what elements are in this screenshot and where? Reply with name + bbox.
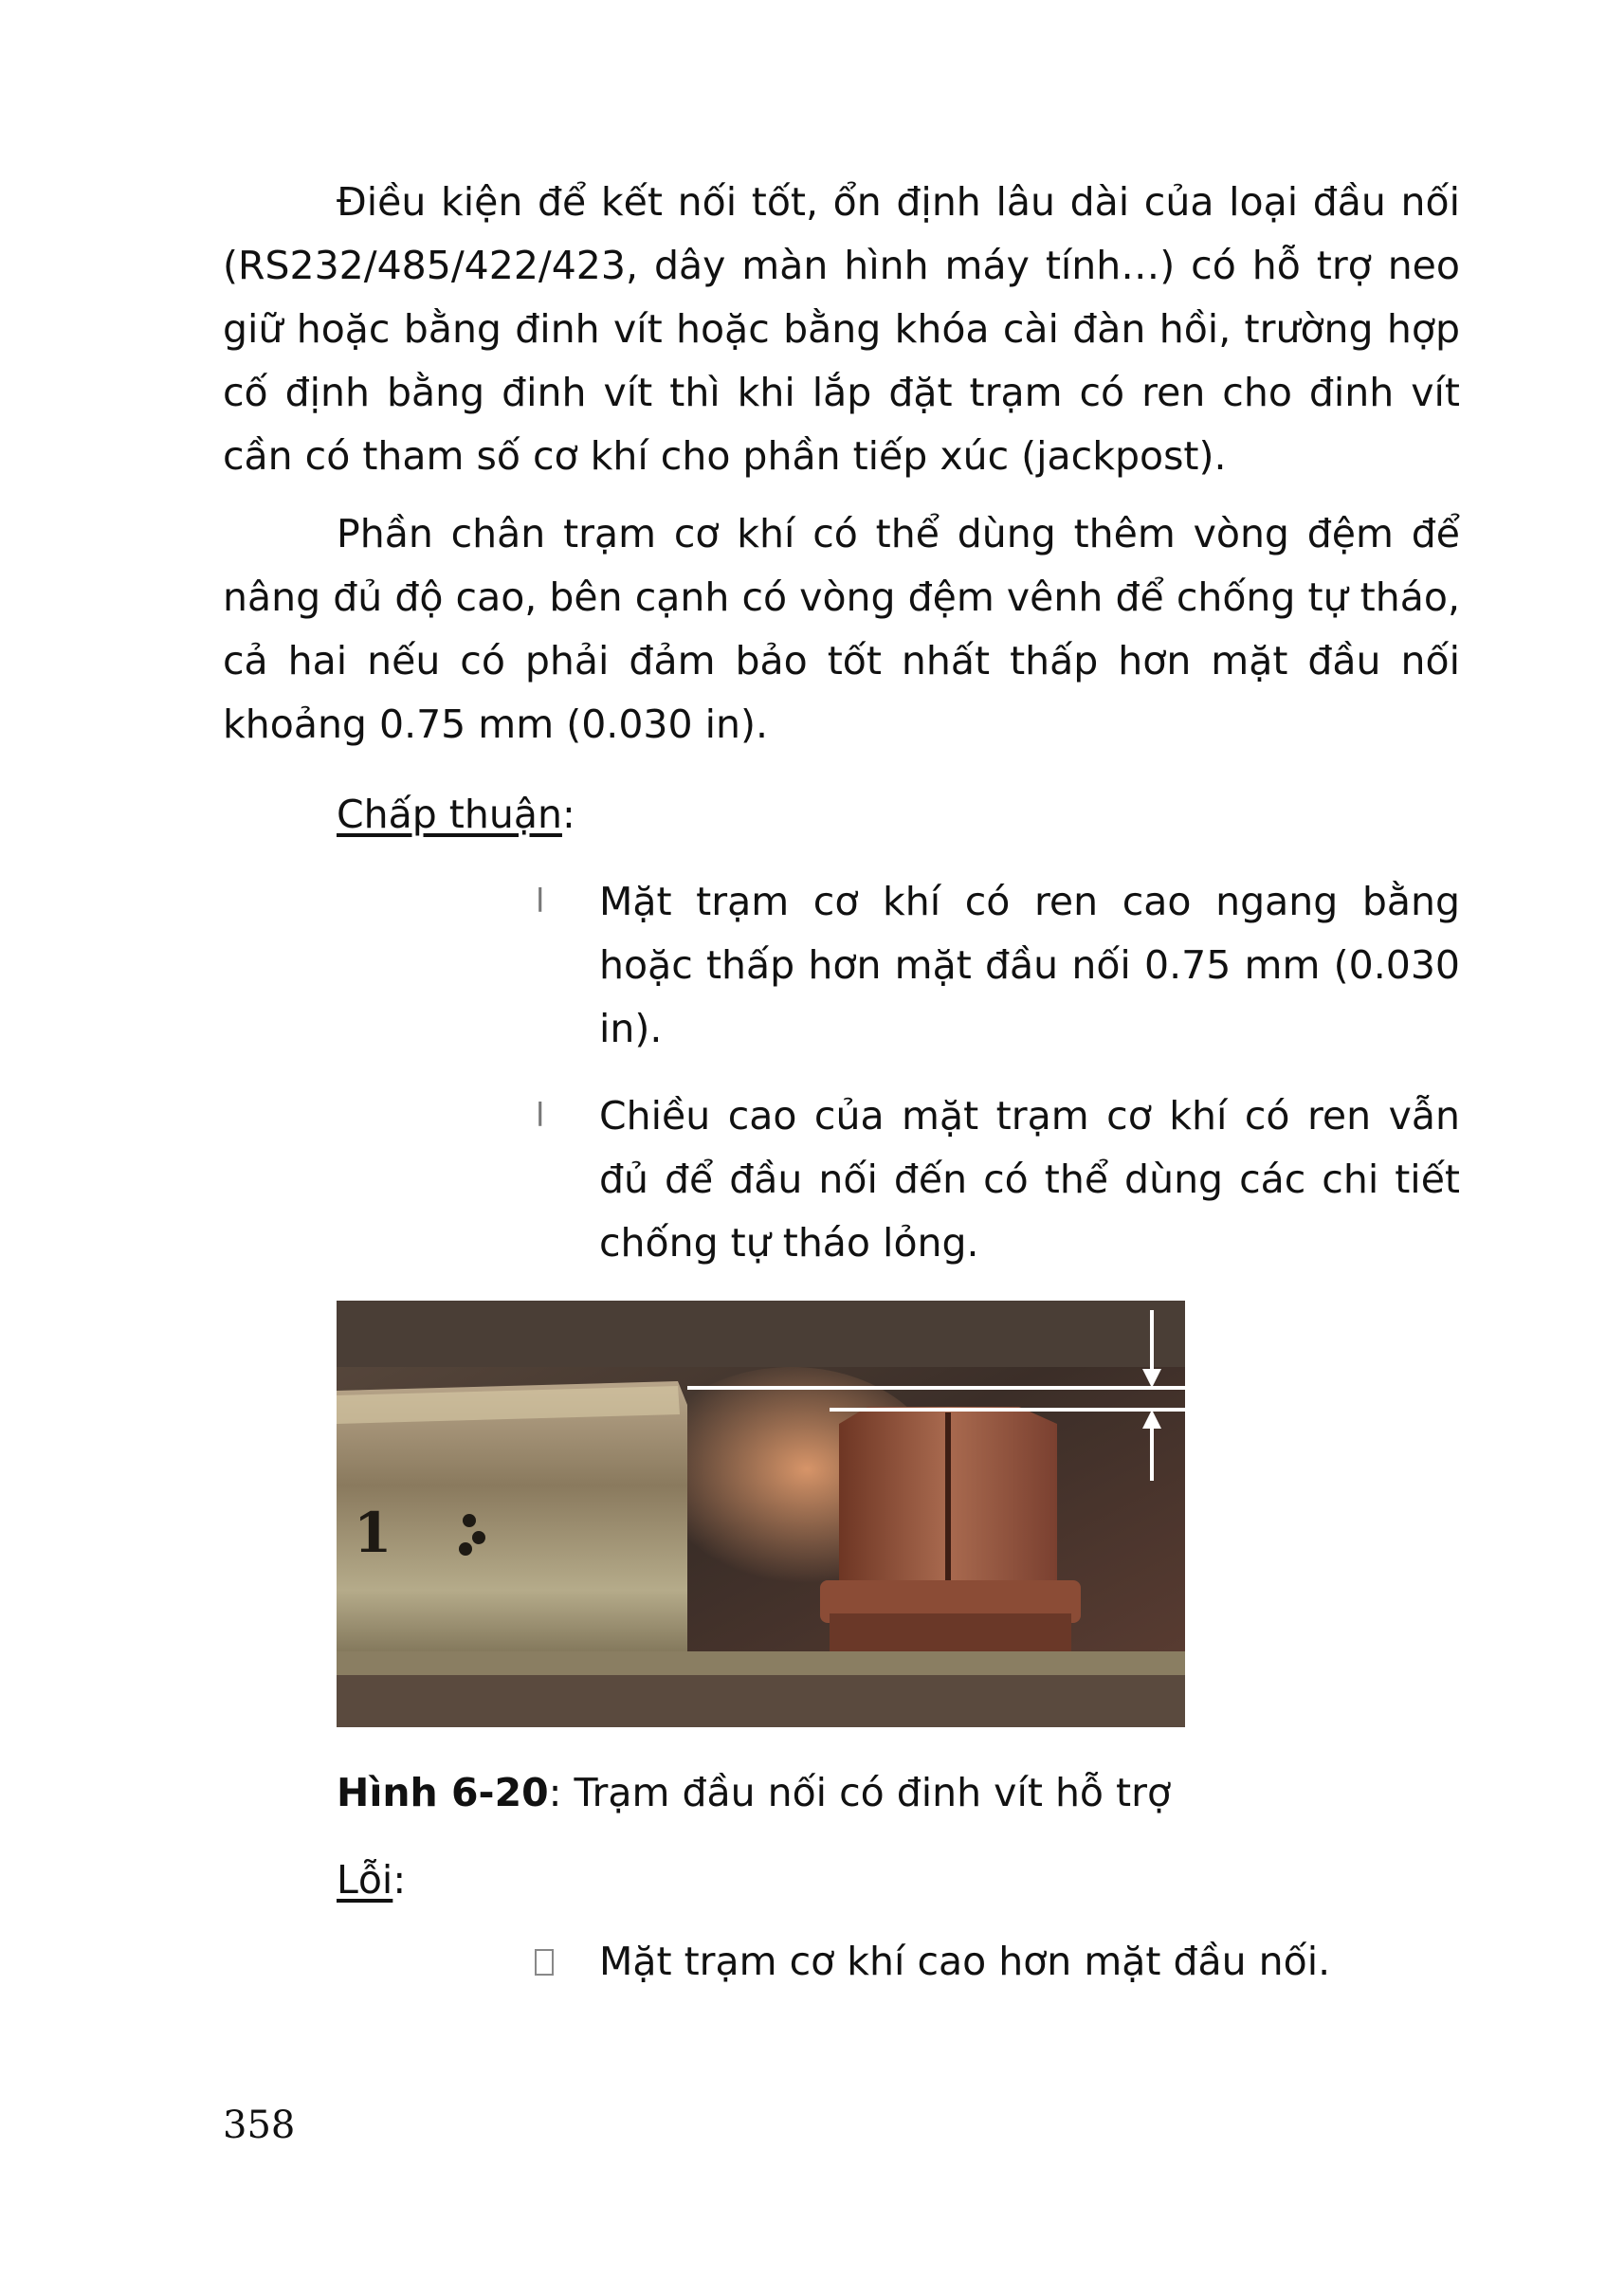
figure-photo: [337, 1301, 1185, 1727]
paragraph-2: [223, 502, 1460, 756]
paragraph-2-text: Phần chân trạm cơ khí có thể dùng thêm vòng đệm để nâng đủ độ cao, bên cạnh có vòng đệm vênh để chống tự tháo, cả hai nếu có phải đảm bảo tốt nhất thấp hơn mặt đầu nối khoảng 0.75 mm (0.030 in).: [223, 511, 1460, 747]
page-number: 358: [223, 2104, 296, 2147]
accept-heading-label: Chấp thuận: [337, 792, 562, 837]
figure-caption-text: : Trạm đầu nối có đinh vít hỗ trợ: [548, 1770, 1172, 1815]
checkbox-bullet-icon: [535, 1949, 554, 1976]
accept-heading: [337, 783, 575, 847]
accept-item-2: Chiều cao của mặt trạm cơ khí có ren vẫn đủ để đầu nối đến có thể dùng các chi tiết chống tự tháo lỏng.: [599, 1093, 1460, 1266]
defect-item-1: Mặt trạm cơ khí cao hơn mặt đầu nối.: [599, 1939, 1331, 1984]
defect-heading: [337, 1849, 406, 1912]
bullet-1: l: [536, 883, 545, 920]
defect-heading-colon: :: [392, 1857, 407, 1903]
figure-caption: [337, 1761, 1171, 1825]
figure-label: Hình 6-20: [337, 1770, 549, 1815]
defect-heading-label: Lỗi: [337, 1857, 393, 1903]
paragraph-1: [223, 171, 1460, 488]
paragraph-1-text: Điều kiện để kết nối tốt, ổn định lâu dài của loại đầu nối (RS232/485/422/423, dây màn hình máy tính…) có hỗ trợ neo giữ hoặc bằng đinh vít hoặc bằng khóa cài đàn hồi, trường hợp cố định bằng đinh vít thì khi lắp đặt trạm có ren cho đinh vít cần có tham số cơ khí cho phần tiếp xúc (jackpost).: [223, 179, 1460, 479]
connector-photo-illustration: [337, 1301, 1185, 1727]
bullet-2: l: [536, 1097, 545, 1135]
accept-item-1: Mặt trạm cơ khí có ren cao ngang bằng hoặc thấp hơn mặt đầu nối 0.75 mm (0.030 in).: [599, 879, 1460, 1051]
svg-text:1: 1: [354, 1501, 392, 1565]
accept-heading-colon: :: [561, 792, 575, 837]
